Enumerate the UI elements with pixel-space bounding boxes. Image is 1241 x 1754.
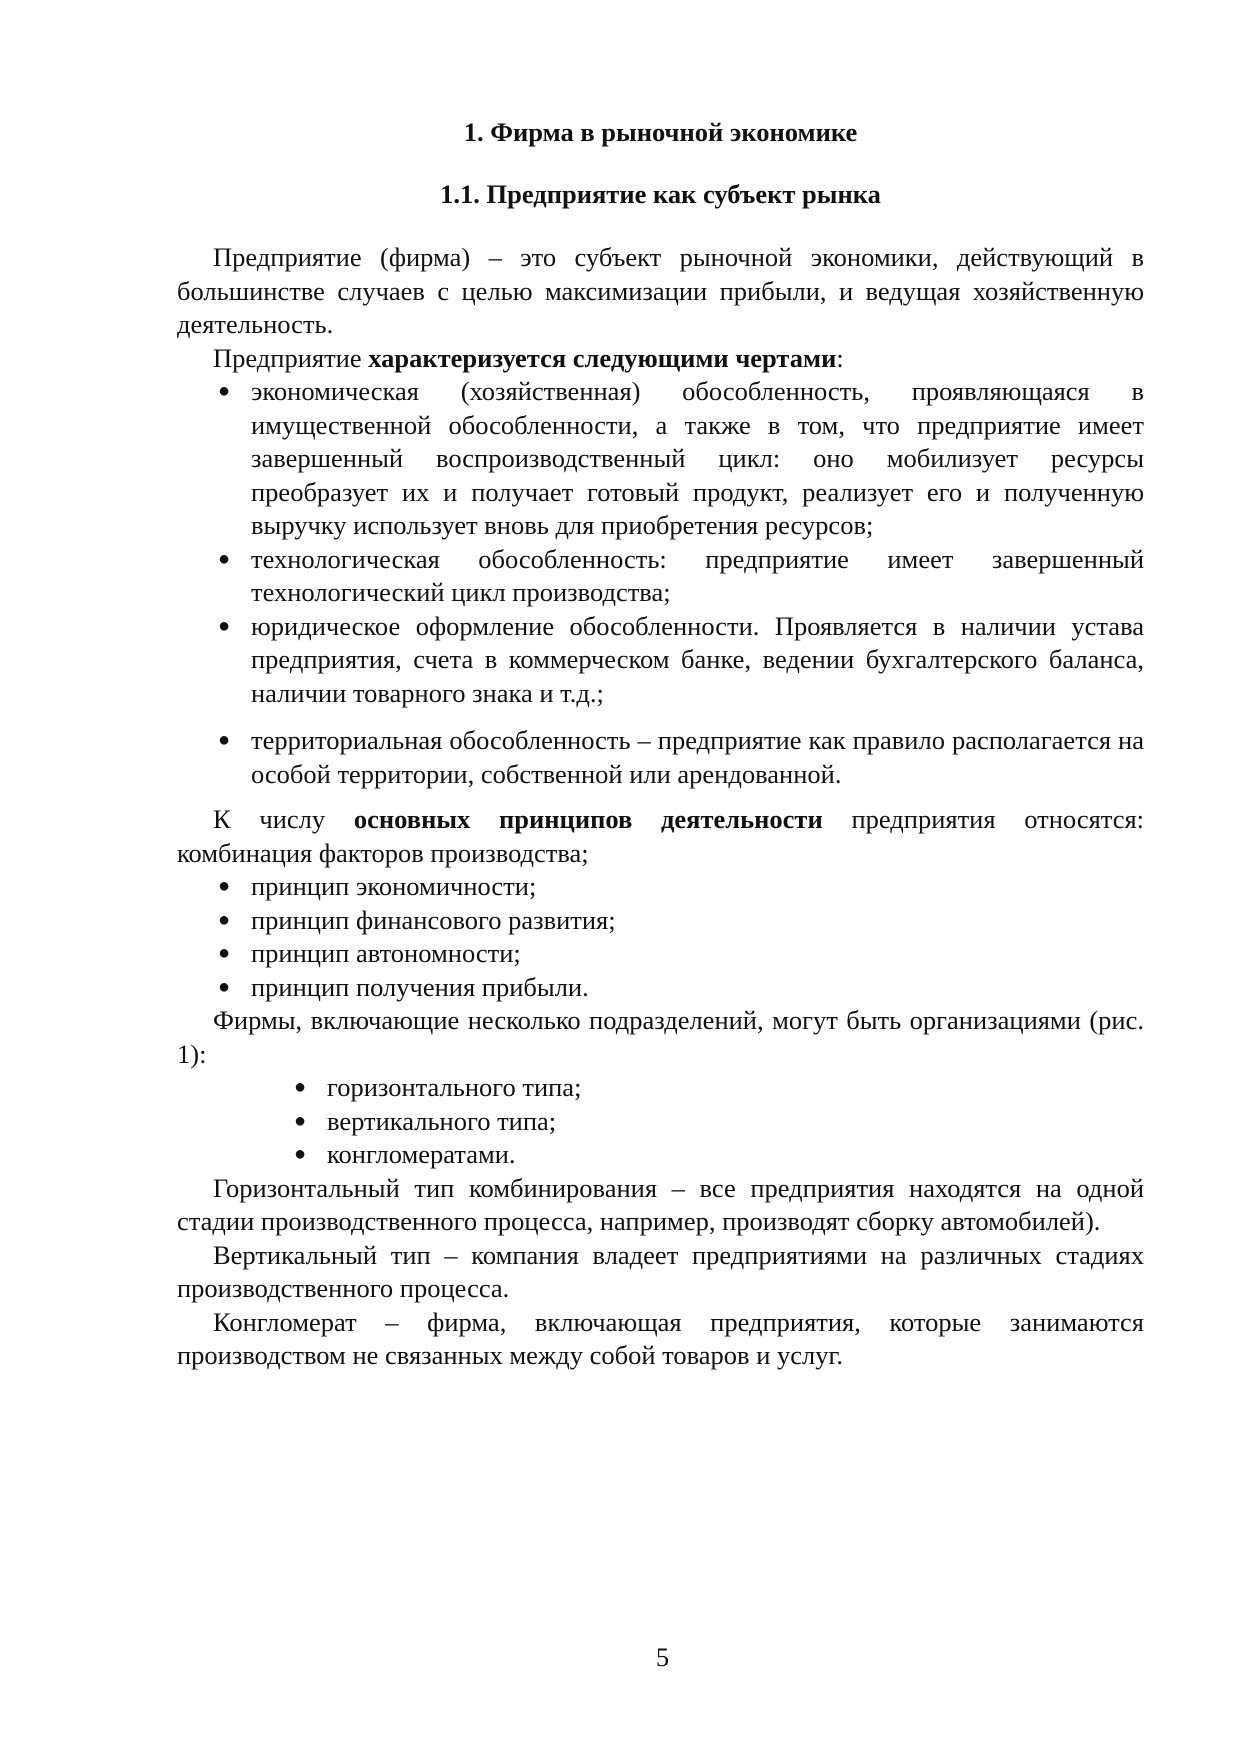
- list-item: [177, 724, 1144, 791]
- list-item-text: технологическая обособленность: предприятие имеет завершенный технологический цикл производства;: [251, 543, 1144, 607]
- bullet-icon: ●: [218, 547, 231, 570]
- bullet-icon: ●: [218, 908, 231, 931]
- bullet-icon: ●: [218, 380, 231, 402]
- section-title: 1.1. Предприятие как субъект рынка: [440, 179, 881, 209]
- features-intro: [177, 342, 1144, 376]
- list-item: [177, 1071, 1144, 1105]
- list-item: [177, 543, 1144, 610]
- list-item: [177, 937, 1144, 971]
- list-item: [177, 971, 1144, 1005]
- list-item: [177, 904, 1144, 938]
- bullet-icon: ●: [218, 729, 231, 751]
- list-item: [177, 610, 1144, 711]
- principles-intro-text: К числу: [213, 804, 354, 834]
- org-intro: Фирмы, включающие несколько подразделений, могут быть организациями (рис. 1):: [177, 1005, 1144, 1069]
- list-item-text: принцип финансового развития;: [251, 904, 616, 935]
- principles-list: [177, 870, 1144, 1004]
- principles-intro-bold: основных принципов деятельности: [353, 804, 823, 834]
- chapter-title: 1. Фирма в рыночной экономике: [463, 117, 858, 147]
- bullet-icon: ●: [218, 614, 231, 637]
- conglomerate-paragraph: Конгломерат – фирма, включающая предприятия, которые занимаются производством не связанных между собой товаров и услуг.: [177, 1306, 1144, 1370]
- list-item: [177, 870, 1144, 904]
- bullet-icon: ●: [218, 942, 231, 964]
- list-item: [177, 1138, 1144, 1172]
- list-item-text: территориальная обособленность – предприятие как правило располагается на особой территории, собственной или арендованной.: [251, 725, 1144, 789]
- bullet-icon: ●: [294, 1109, 307, 1132]
- list-item-text: юридическое оформление обособленности. Проявляется в наличии устава предприятия, счета в коммерческом банке, ведении бухгалтерского баланса, наличии товарного знака и т.д.;: [251, 610, 1144, 708]
- features-list: [177, 375, 1144, 791]
- horizontal-paragraph: Горизонтальный тип комбинирования – все предприятия находятся на одной стадии производственного процесса, например, производят сборку автомобилей).: [177, 1172, 1144, 1236]
- page-content: [177, 115, 1144, 1373]
- list-item-text: принцип экономичности;: [251, 871, 537, 901]
- principles-intro-rest: предприятия относятся: комбинация факторов производства;: [177, 804, 1145, 868]
- list-item-text: принцип получения прибыли.: [251, 971, 589, 1002]
- principles-intro: [177, 803, 1144, 870]
- list-item-text: конгломератами.: [327, 1139, 516, 1169]
- list-item: [177, 375, 1144, 543]
- bullet-icon: ●: [294, 1076, 307, 1098]
- intro-paragraph: Предприятие (фирма) – это субъект рыночной экономики, действующий в большинстве случаев с целью максимизации прибыли, и ведущая хозяйственную деятельность.: [177, 242, 1144, 339]
- features-intro-text: Предприятие: [213, 342, 369, 373]
- list-item-text: экономическая (хозяйственная) обособленность, проявляющаяся в имущественной обособленности, а также в том, что предприятие имеет завершенный воспроизводственный цикл: оно мобилизует ресурсы преобразует их и получает готовый продукт, реализует его и полученную выручку использует вновь для приобретения ресурсов;: [251, 376, 1144, 540]
- bullet-icon: ●: [218, 875, 231, 897]
- list-item-text: вертикального типа;: [327, 1105, 557, 1136]
- features-intro-colon: :: [836, 342, 844, 373]
- bullet-icon: ●: [294, 1143, 307, 1165]
- vertical-paragraph: Вертикальный тип – компания владеет предприятиями на различных стадиях производственного процесса.: [177, 1239, 1144, 1303]
- list-item: [177, 1105, 1144, 1139]
- bullet-icon: ●: [218, 975, 231, 998]
- features-intro-bold: характеризуется следующими чертами: [368, 342, 837, 373]
- list-item-text: принцип автономности;: [251, 938, 521, 968]
- page-number: 5: [655, 1642, 670, 1672]
- org-types-list: [177, 1071, 1144, 1172]
- list-item-text: горизонтального типа;: [327, 1072, 582, 1102]
